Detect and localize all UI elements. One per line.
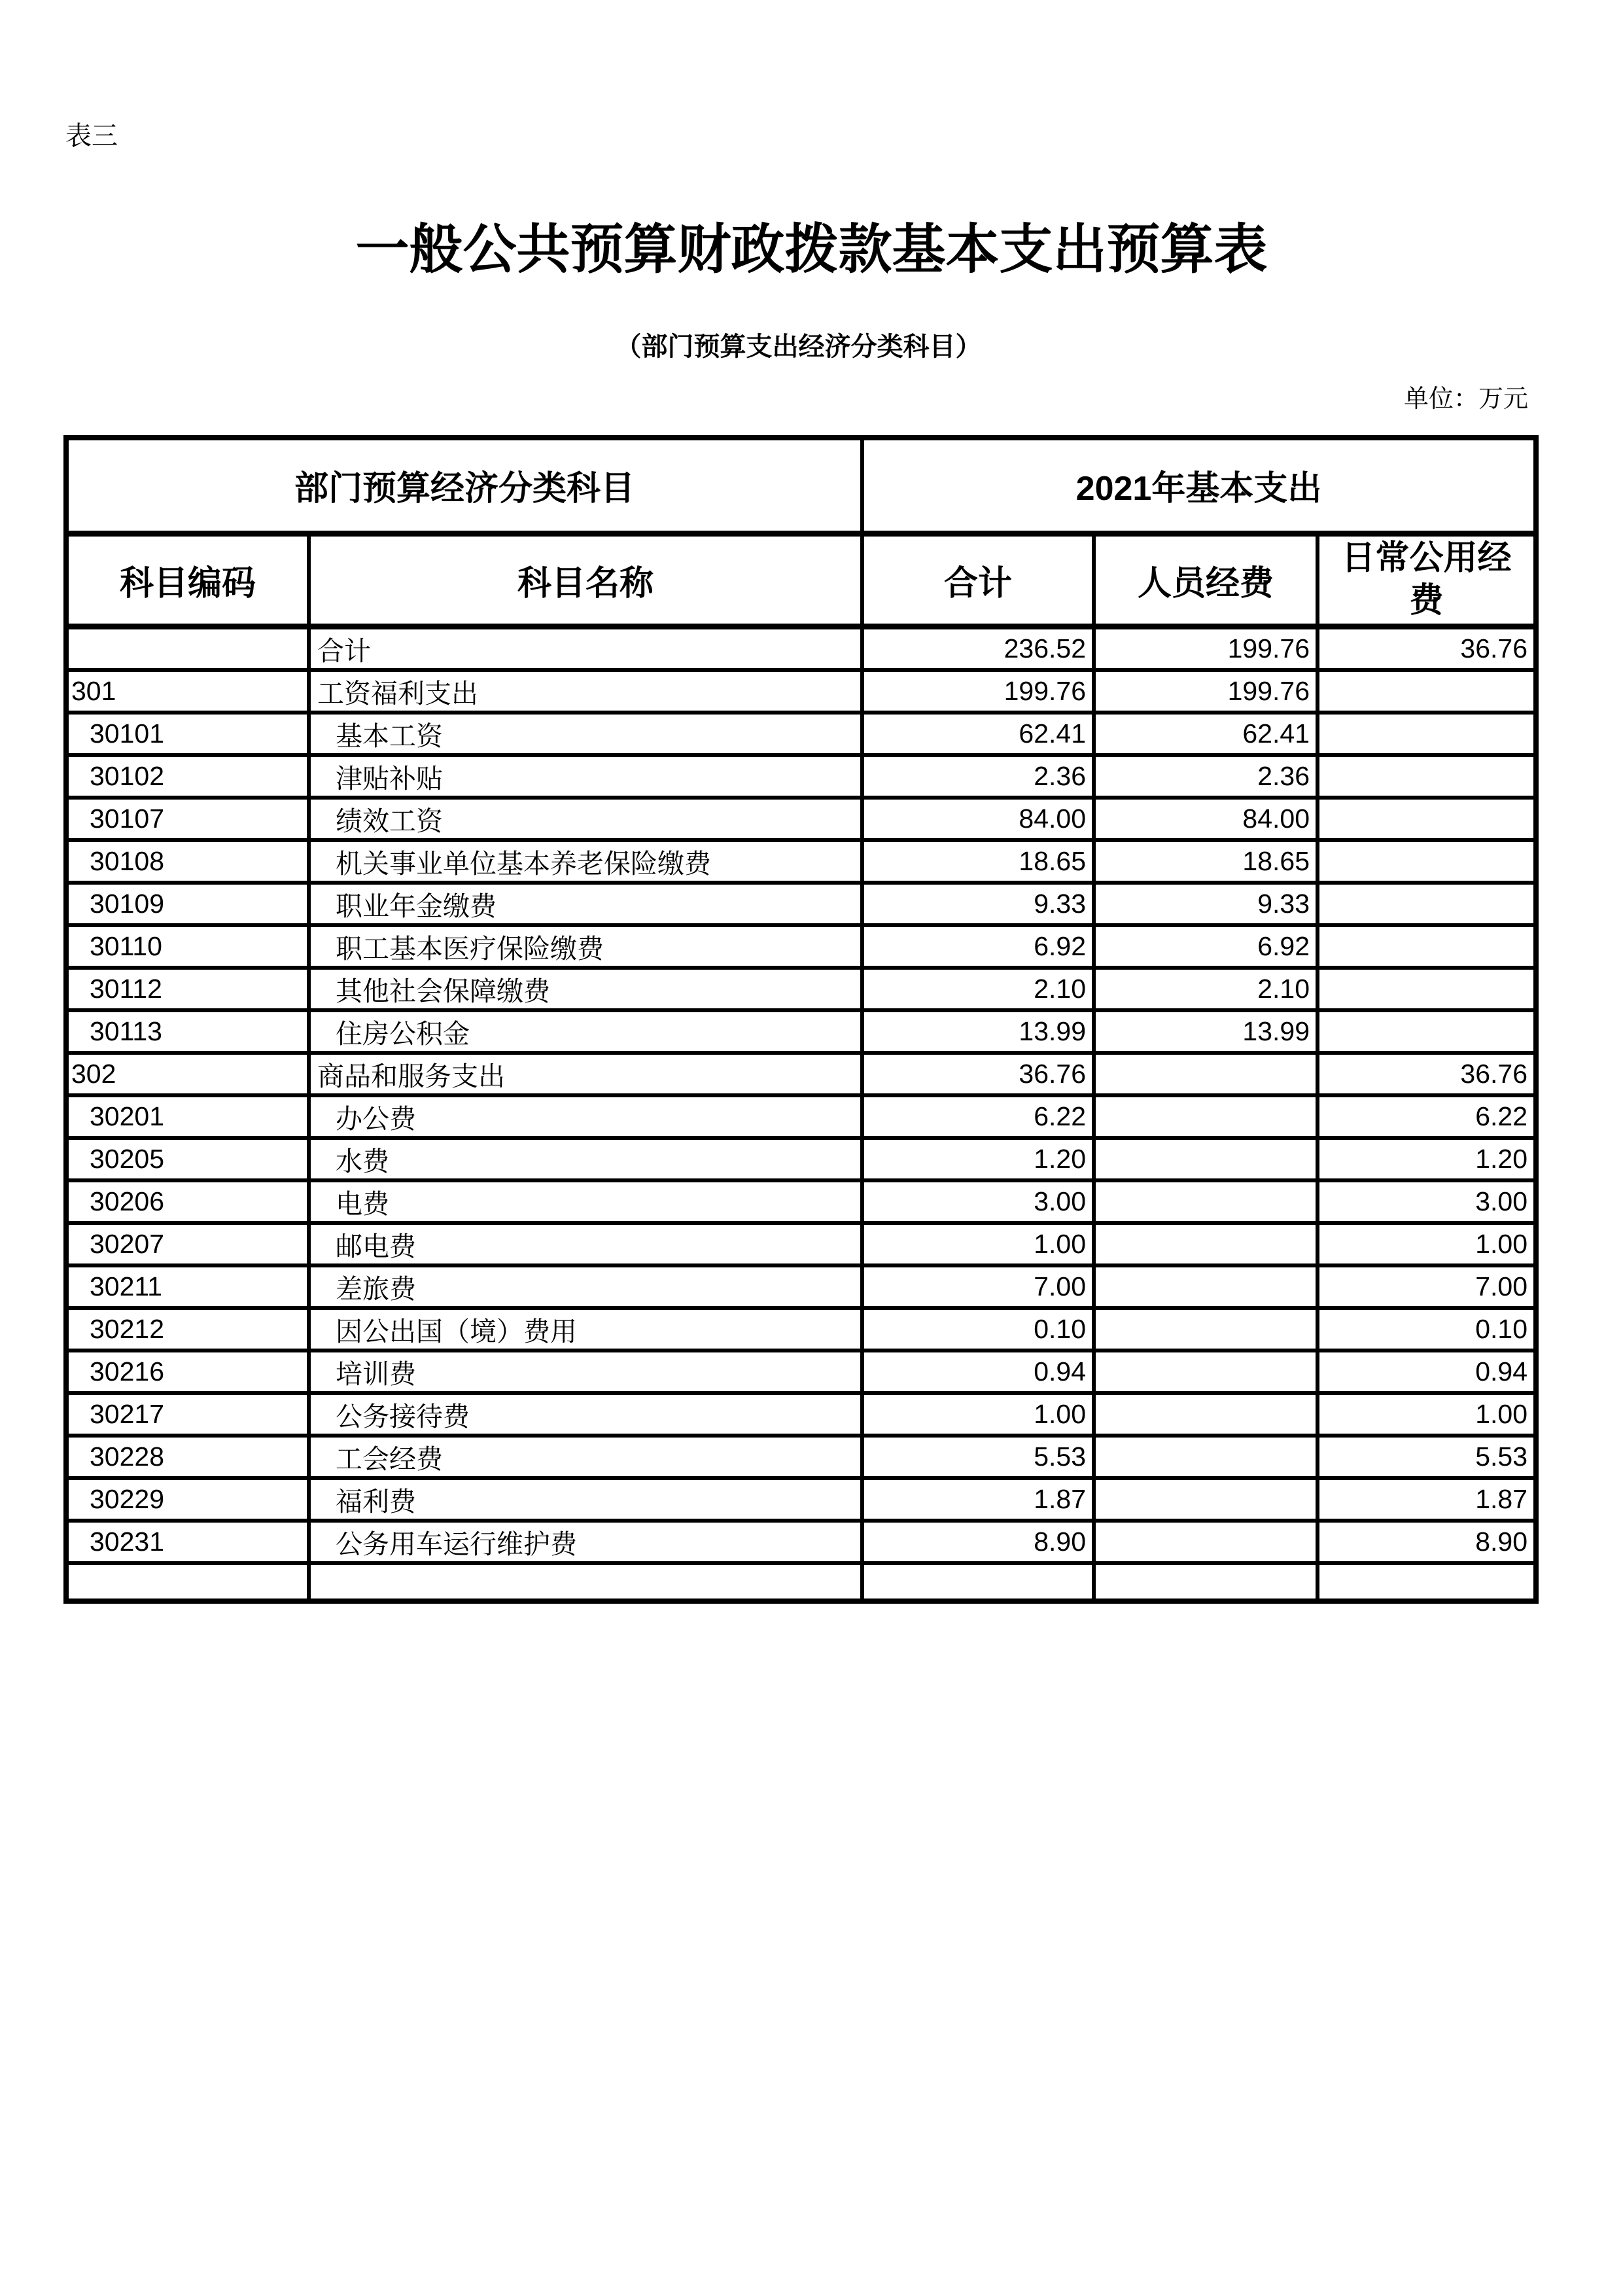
- cell-subject-name: 其他社会保障缴费: [309, 968, 862, 1010]
- cell-subject-name: 福利费: [309, 1478, 862, 1521]
- cell-daily-public-expense: 5.53: [1318, 1436, 1536, 1478]
- cell-subject-code: 30113: [66, 1010, 309, 1053]
- cell-subject-code: 30217: [66, 1393, 309, 1436]
- table-row: [66, 1351, 1536, 1393]
- cell-personnel-expense: 9.33: [1094, 883, 1318, 925]
- table-row: [66, 798, 1536, 840]
- table-row: [66, 670, 1536, 713]
- budget-table-body: [66, 626, 1536, 1601]
- cell-subject-code: 30201: [66, 1095, 309, 1138]
- cell-personnel-expense: 62.41: [1094, 713, 1318, 755]
- cell-daily-public-expense: 6.22: [1318, 1095, 1536, 1138]
- table-row: [66, 883, 1536, 925]
- cell-daily-public-expense: [1318, 968, 1536, 1010]
- cell-total: 36.76: [862, 1053, 1094, 1095]
- table-row: [66, 968, 1536, 1010]
- cell-subject-code: [66, 626, 309, 670]
- cell-subject-name: 公务用车运行维护费: [309, 1521, 862, 1563]
- cell-subject-code: 302: [66, 1053, 309, 1095]
- cell-daily-public-expense: 1.00: [1318, 1223, 1536, 1265]
- cell-daily-public-expense: [1318, 713, 1536, 755]
- budget-table-header: [66, 438, 1536, 626]
- cell-total: 7.00: [862, 1265, 1094, 1308]
- cell-daily-public-expense: 1.00: [1318, 1393, 1536, 1436]
- cell-total: [862, 1563, 1094, 1601]
- cell-subject-name: 培训费: [309, 1351, 862, 1393]
- table-row: [66, 1010, 1536, 1053]
- header-subject-code: 科目编码: [66, 533, 309, 626]
- cell-total: 62.41: [862, 713, 1094, 755]
- cell-total: 1.00: [862, 1393, 1094, 1436]
- cell-personnel-expense: [1094, 1351, 1318, 1393]
- cell-subject-name: 因公出国（境）费用: [309, 1308, 862, 1351]
- page-title: 一般公共预算财政拨款基本支出预算表: [355, 220, 1268, 279]
- cell-personnel-expense: 84.00: [1094, 798, 1318, 840]
- cell-subject-name: 住房公积金: [309, 1010, 862, 1053]
- cell-subject-code: 30216: [66, 1351, 309, 1393]
- table-row: [66, 840, 1536, 883]
- cell-daily-public-expense: 3.00: [1318, 1180, 1536, 1223]
- cell-total: 2.10: [862, 968, 1094, 1010]
- cell-subject-code: 30102: [66, 755, 309, 798]
- cell-subject-name: 水费: [309, 1138, 862, 1180]
- header-subject-group: 部门预算经济分类科目: [66, 438, 862, 533]
- cell-personnel-expense: 199.76: [1094, 670, 1318, 713]
- cell-subject-code: 30101: [66, 713, 309, 755]
- table-row: [66, 1521, 1536, 1563]
- cell-subject-name: 公务接待费: [309, 1393, 862, 1436]
- cell-total: 13.99: [862, 1010, 1094, 1053]
- cell-subject-code: 30109: [66, 883, 309, 925]
- cell-personnel-expense: 18.65: [1094, 840, 1318, 883]
- cell-total: 1.20: [862, 1138, 1094, 1180]
- cell-total: 3.00: [862, 1180, 1094, 1223]
- table-row: [66, 925, 1536, 968]
- cell-subject-code: 30110: [66, 925, 309, 968]
- cell-total: 1.87: [862, 1478, 1094, 1521]
- header-daily-public-expense-label: 日常公用经费: [1341, 539, 1512, 620]
- table-row: [66, 1478, 1536, 1521]
- cell-daily-public-expense: 36.76: [1318, 626, 1536, 670]
- table-row: [66, 755, 1536, 798]
- unit-note: 单位：万元: [1403, 385, 1528, 413]
- cell-subject-code: 30229: [66, 1478, 309, 1521]
- cell-personnel-expense: [1094, 1563, 1318, 1601]
- table-row: [66, 1138, 1536, 1180]
- cell-daily-public-expense: [1318, 670, 1536, 713]
- cell-total: 8.90: [862, 1521, 1094, 1563]
- header-daily-public-expense: [1318, 533, 1536, 626]
- cell-daily-public-expense: [1318, 925, 1536, 968]
- cell-subject-name: 工会经费: [309, 1436, 862, 1478]
- cell-personnel-expense: 2.10: [1094, 968, 1318, 1010]
- table-row: [66, 1053, 1536, 1095]
- cell-personnel-expense: [1094, 1095, 1318, 1138]
- table-row: [66, 1563, 1536, 1601]
- cell-personnel-expense: [1094, 1393, 1318, 1436]
- cell-total: 84.00: [862, 798, 1094, 840]
- cell-subject-name: 邮电费: [309, 1223, 862, 1265]
- cell-subject-code: 30231: [66, 1521, 309, 1563]
- cell-daily-public-expense: [1318, 1563, 1536, 1601]
- cell-daily-public-expense: 36.76: [1318, 1053, 1536, 1095]
- cell-subject-code: 30211: [66, 1265, 309, 1308]
- cell-personnel-expense: [1094, 1138, 1318, 1180]
- cell-daily-public-expense: [1318, 840, 1536, 883]
- cell-subject-name: 工资福利支出: [309, 670, 862, 713]
- cell-subject-code: 30206: [66, 1180, 309, 1223]
- cell-daily-public-expense: 1.20: [1318, 1138, 1536, 1180]
- cell-daily-public-expense: 1.87: [1318, 1478, 1536, 1521]
- cell-personnel-expense: [1094, 1223, 1318, 1265]
- cell-total: 18.65: [862, 840, 1094, 883]
- header-subject-name: 科目名称: [309, 533, 862, 626]
- table-row: [66, 713, 1536, 755]
- cell-daily-public-expense: [1318, 883, 1536, 925]
- budget-table: [63, 435, 1539, 1604]
- cell-personnel-expense: [1094, 1053, 1318, 1095]
- cell-subject-code: [66, 1563, 309, 1601]
- cell-subject-code: 30212: [66, 1308, 309, 1351]
- cell-subject-code: 30228: [66, 1436, 309, 1478]
- cell-daily-public-expense: 0.10: [1318, 1308, 1536, 1351]
- cell-personnel-expense: [1094, 1521, 1318, 1563]
- cell-personnel-expense: 13.99: [1094, 1010, 1318, 1053]
- cell-total: 199.76: [862, 670, 1094, 713]
- cell-subject-name: 电费: [309, 1180, 862, 1223]
- cell-personnel-expense: 199.76: [1094, 626, 1318, 670]
- table-row: [66, 1095, 1536, 1138]
- header-personnel-expense: 人员经费: [1094, 533, 1318, 626]
- cell-subject-name: 商品和服务支出: [309, 1053, 862, 1095]
- cell-total: 2.36: [862, 755, 1094, 798]
- cell-subject-name: 基本工资: [309, 713, 862, 755]
- cell-daily-public-expense: [1318, 755, 1536, 798]
- header-group-row: [66, 438, 1536, 533]
- cell-subject-name: [309, 1563, 862, 1601]
- cell-subject-code: 30112: [66, 968, 309, 1010]
- cell-total: 236.52: [862, 626, 1094, 670]
- cell-daily-public-expense: 8.90: [1318, 1521, 1536, 1563]
- cell-total: 0.10: [862, 1308, 1094, 1351]
- cell-personnel-expense: 6.92: [1094, 925, 1318, 968]
- cell-personnel-expense: [1094, 1180, 1318, 1223]
- cell-subject-name: 绩效工资: [309, 798, 862, 840]
- cell-personnel-expense: [1094, 1308, 1318, 1351]
- cell-personnel-expense: [1094, 1478, 1318, 1521]
- cell-total: 6.92: [862, 925, 1094, 968]
- cell-subject-code: 30207: [66, 1223, 309, 1265]
- cell-subject-name: 合计: [309, 626, 862, 670]
- cell-subject-name: 职业年金缴费: [309, 883, 862, 925]
- cell-subject-name: 职工基本医疗保险缴费: [309, 925, 862, 968]
- cell-subject-code: 30108: [66, 840, 309, 883]
- table-row: [66, 1393, 1536, 1436]
- header-columns-row: [66, 533, 1536, 626]
- table-row: [66, 1180, 1536, 1223]
- cell-subject-code: 301: [66, 670, 309, 713]
- cell-daily-public-expense: [1318, 1010, 1536, 1053]
- cell-personnel-expense: 2.36: [1094, 755, 1318, 798]
- table-row: [66, 626, 1536, 670]
- table-row: [66, 1223, 1536, 1265]
- sheet-label: 表三: [65, 121, 118, 150]
- cell-subject-name: 差旅费: [309, 1265, 862, 1308]
- cell-total: 1.00: [862, 1223, 1094, 1265]
- cell-subject-name: 机关事业单位基本养老保险缴费: [309, 840, 862, 883]
- cell-subject-code: 30205: [66, 1138, 309, 1180]
- cell-total: 6.22: [862, 1095, 1094, 1138]
- cell-subject-name: 办公费: [309, 1095, 862, 1138]
- cell-daily-public-expense: 7.00: [1318, 1265, 1536, 1308]
- cell-total: 5.53: [862, 1436, 1094, 1478]
- header-year-group: 2021年基本支出: [862, 438, 1536, 533]
- cell-subject-code: 30107: [66, 798, 309, 840]
- cell-daily-public-expense: [1318, 798, 1536, 840]
- cell-daily-public-expense: 0.94: [1318, 1351, 1536, 1393]
- cell-personnel-expense: [1094, 1436, 1318, 1478]
- cell-total: 0.94: [862, 1351, 1094, 1393]
- cell-subject-name: 津贴补贴: [309, 755, 862, 798]
- header-total: 合计: [862, 533, 1094, 626]
- cell-total: 9.33: [862, 883, 1094, 925]
- table-row: [66, 1436, 1536, 1478]
- cell-personnel-expense: [1094, 1265, 1318, 1308]
- table-row: [66, 1265, 1536, 1308]
- page-subtitle: （部门预算支出经济分类科目）: [615, 332, 982, 361]
- table-row: [66, 1308, 1536, 1351]
